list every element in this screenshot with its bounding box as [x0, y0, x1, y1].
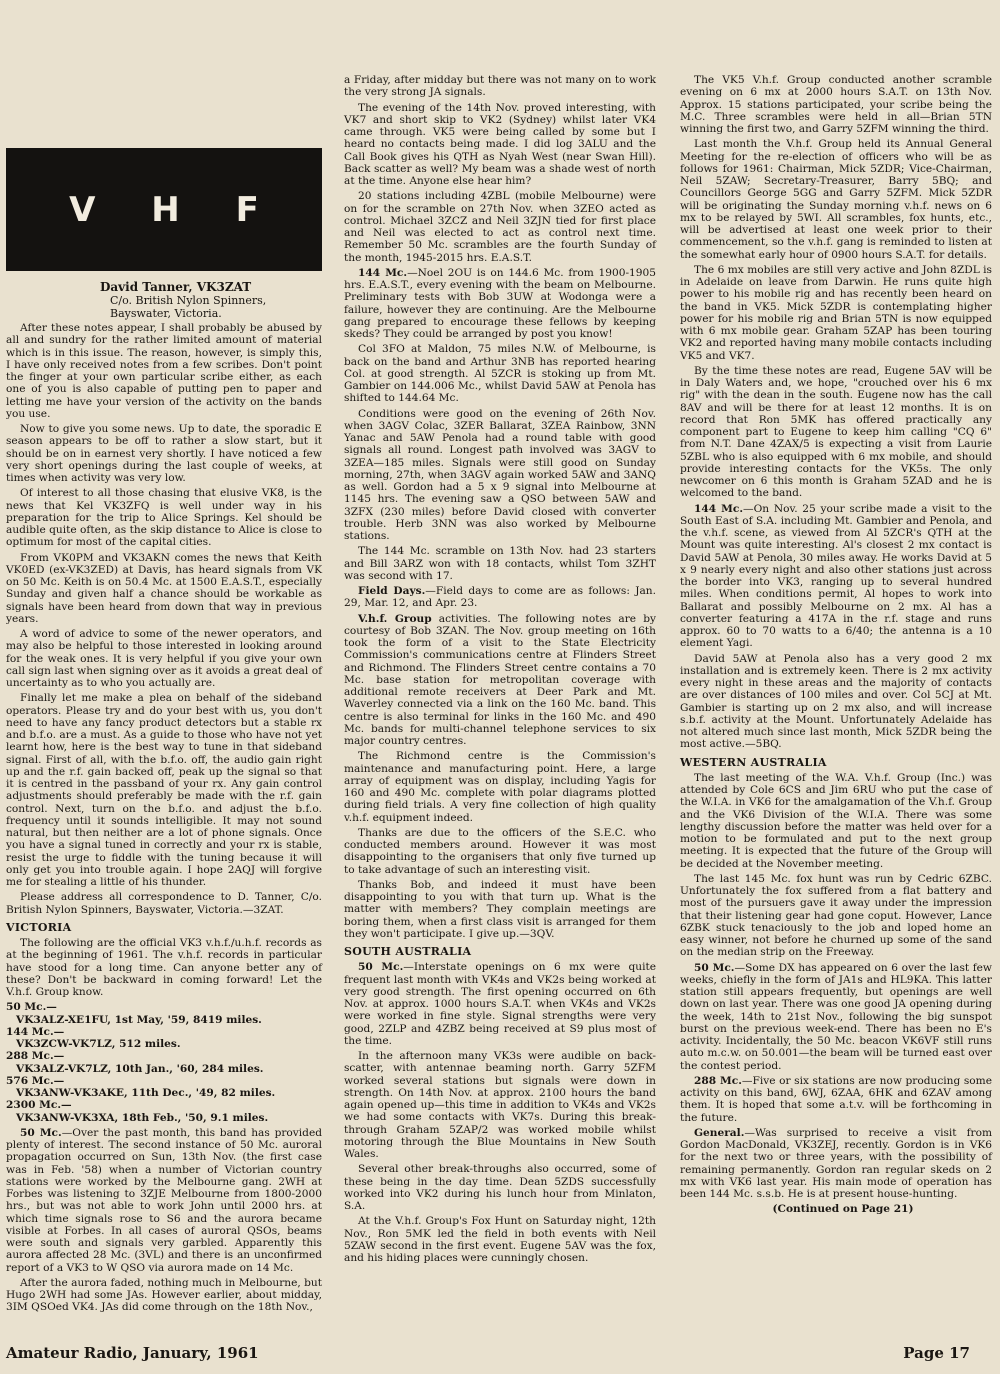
paragraph: The following are the official VK3 v.h.f./u.h.f. records as at the beginning of 1961. The v.h.f. records in particular have stood for a long time. Can anyone better any of these? Don't be backward in coming forward! Let the V.h.f. Group know. — [6, 937, 322, 998]
band-label: Field Days. — [358, 585, 426, 597]
record-entry: VK3ANW-VK3AKE, 11th Dec., '49, 82 miles. — [16, 1087, 276, 1099]
paragraph: Conditions were good on the evening of 26th Nov. when 3AGV Colac, 3ZER Ballarat, 3ZEA Rainbow, 3NN Yanac and 5AW Penola had a round table with good signals all round. Longest path involved was 3AGV to 3ZEA—185 miles. Signals were still good on Sunday morning, 27th, when 3AGV again worked 5AW and 3ANQ as well. Gordon had a 5 x 9 signal into Melbourne at 1145 hrs. The evening saw a QSO between 5AW and 3ZFX (230 miles) before David closed with converter trouble. Herb 3NN was also worked by Melbourne stations. — [344, 407, 656, 542]
paragraph: Please address all correspondence to D. Tanner, C/o. British Nylon Spinners, Bayswater, Victoria.—3ZAT. — [6, 891, 322, 916]
section-title-victoria: VICTORIA — [6, 920, 72, 934]
paragraph — [344, 267, 656, 341]
paragraph: The 6 mx mobiles are still very active and John 8ZDL is in Adelaide on leave from Darwin. He runs quite high power to his mobile rig and has recently been heard on the band in VK5. Mick 5ZDR is contemplating higher power for his mobile rig and Brian 5TN is now equipped with 6 mx mobile gear. Graham 5ZAP has been touring VK2 and reported having many mobile contacts including VK5 and VK7. — [680, 263, 992, 362]
section-title-south-australia: SOUTH AUSTRALIA — [344, 945, 472, 958]
record-band: 576 Mc.— — [6, 1074, 65, 1087]
paragraph: The 144 Mc. scramble on 13th Nov. had 23 starters and Bill 3ARZ won with 18 contacts, whilst Tom 3ZHT was second with 17. — [344, 545, 656, 582]
paragraph-text: activities. The following notes are by courtesy of Bob 3ZAN. The Nov. group meeting on 16th took the form of a visit to the State Electricity Commission's communications centre at Flinders Street and Richmond. The Flinders Street centre contains a 70 Mc. base station for metropolitan coverage with additional remote receivers at Deer Park and Mt. Waverley connected via a link on the 160 Mc. band. This centre is also terminal for links in the 160 Mc. and 490 Mc. bands for multi-channel telephone services to six major country centres. — [344, 612, 656, 747]
paragraph-text: —Field days to come are as follows: Jan. 29, Mar. 12, and Apr. 23. — [344, 585, 657, 610]
record-band: 288 Mc.— — [6, 1050, 65, 1063]
column-3 — [680, 74, 992, 1219]
paragraph: Col 3FO at Maldon, 75 miles N.W. of Melbourne, is back on the band and Arthur 3NB has reported hearing Col. at good strength. Al 5ZCR is stoking up from Mt. Gambier on 144.006 Mc., whilst David 5AW at Penola has shifted to 144.64 Mc. — [344, 343, 656, 405]
record-band: 144 Mc.— — [6, 1025, 65, 1038]
paragraph — [680, 1075, 992, 1124]
paragraph: Last month the V.h.f. Group held its Annual General Meeting for the re-election of officers who will be as follows for 1961: Chairman, Mick 5ZDR; Vice-Chairman, Neil 5ZAW; Secretary-Treasurer, Barry 5BQ; and Councillors George 5GG and Garry 5ZFM. Mick 5ZDR will be originating the Sunday morning v.h.f. news on 6 mx to be relayed by 5WI. All scrambles, fox hunts, etc., will be advertised at least one week prior to their commencement, so the v.h.f. gang is reminded to listen at the somewhat early hour of 0900 hours S.A.T. for details. — [680, 138, 992, 261]
band-label: V.h.f. Group — [358, 612, 432, 625]
paragraph — [680, 1127, 992, 1201]
record-band: 50 Mc.— — [6, 1001, 57, 1014]
paragraph — [344, 961, 656, 1047]
paragraph: The Richmond centre is the Commission's maintenance and manufacturing point. Here, a large array of equipment was on display, including Yagis for 160 and 490 Mc. complete with polar diagrams plotted during field trials. A very fine collection of high quality v.h.f. equipment indeed. — [344, 750, 656, 824]
paragraph: 20 stations including 4ZBL (mobile Melbourne) were on for the scramble on 27th Nov. when 3ZEO acted as control. Michael 3ZCZ and Neil 3ZJN tied for first place and Neil was elected to act as control next time. Remember 50 Mc. scrambles are the fourth Sunday of the month, 1945-2015 hrs. E.A.S.T. — [344, 190, 656, 264]
band-label: 288 Mc. — [694, 1074, 742, 1087]
paragraph: Several other break-throughs also occurred, some of these being in the day time. Dean 5ZDS successfully worked into VK2 during his lunch hour from Minlaton, S.A. — [344, 1163, 656, 1212]
column-2 — [344, 74, 656, 1267]
paragraph: After these notes appear, I shall probably be abused by all and sundry for the rather limited amount of material which is in this issue. The reason, however, is simply this, I have only received notes from a few scribes. Don't point the finger at your own particular scribe either, as each one of you is also capable of putting pen to paper and letting me have your version of the activity on the bands you use. — [6, 322, 322, 420]
paragraph: a Friday, after midday but there was not many on to work the very strong JA signals. — [344, 74, 656, 99]
paragraph: Thanks are due to the officers of the S.E.C. who conducted members around. However it was most disappointing to the organisers that only five turned up to take advantage of such an interesting visit. — [344, 826, 656, 876]
paragraph-text: —Over the past month, this band has provided plenty of interest. The second instance of 50 Mc. auroral propagation occurred on Sun, 13th Nov. (the first case was in Feb. '58) when a number of Victorian country stations were worked by the Melbourne gang. 2WH at Forbes was listening to 3ZJE Melbourne from 1800-2000 hrs., but was not able to work John until 2000 hrs. at which time signals rose to S6 and the aurora became visible at Forbes. In all cases of auroral QSOs, beams were south and signals very garbled. Apparently this aurora affected 28 Mc. (3VL) and there is an unconfirmed report of a VK3 to W QSO via aurora made on 14 Mc. — [6, 1126, 322, 1274]
paragraph: The VK5 V.h.f. Group conducted another scramble evening on 6 mx at 2000 hours S.A.T. on 13th Nov. Approx. 15 stations participated, your scribe being the M.C. Three scrambles were held in all—Brian 5TN winning the first two, and Garry 5ZFM winning the third. — [680, 74, 992, 135]
paragraph — [344, 613, 656, 748]
paragraph: In the afternoon many VK3s were audible on back-scatter, with antennae beaming north. Garry 5ZFM worked several stations but signals were down in strength. On 14th Nov. at approx. 2100 hours the band again opened up—this time in addition to VK4s and VK2s we had some contacts with VK7s. During this break-through Graham 5ZAP/2 was worked mobile whilst motoring through the Blue Mountains in New South Wales. — [344, 1050, 656, 1160]
record-entry: VK3ANW-VK3XA, 18th Feb., '50, 9.1 miles. — [16, 1111, 269, 1124]
author-block — [100, 281, 330, 320]
section-title-western-australia: WESTERN AUSTRALIA — [680, 755, 827, 769]
paragraph: After the aurora faded, nothing much in Melbourne, but Hugo 2WH had some JAs. However earlier, about midday, 3IM QSOed VK4. JAs did come through on the 18th Nov., — [6, 1276, 322, 1314]
paragraph-text: —Five or six stations are now producing some activity on this band, 6WJ, 6ZAA, 6HK and 6ZAV among them. It is hoped that some a.t.v. will be forthcoming in the future. — [680, 1074, 992, 1124]
paragraph-text: —Was surprised to receive a visit from Gordon MacDonald, VK3ZEJ, recently. Gordon is in VK6 for the next two or three years, with the possibility of remaining permanently. Gordon ran regular skeds on 2 mx with VK6 last year. His main mode of operation has been 144 Mc. s.s.b. He is at present house-hunting. — [680, 1126, 992, 1200]
footer-page-number: Page 17 — [903, 1344, 970, 1362]
paragraph: A word of advice to some of the newer operators, and may also be helpful to those interested in looking around for the weak ones. It is very helpful if you give your own call sign last when signing over as it avoids a great deal of uncertainty as to who you actually are. — [6, 628, 322, 689]
band-label: 50 Mc. — [20, 1126, 62, 1139]
paragraph: By the time these notes are read, Eugene 5AV will be in Daly Waters and, we hope, "crouched over his 6 mx rig" with the dean in the south. Eugene now has the call 8AV and will be there for at least 12 months. It is on record that Ron 5MK has offered practically any component part to Eugene to keep him calling "CQ 6" from N.T. Dane 4ZAX/5 is expecting a visit from Laurie 5ZBL who is also equipped with 6 mx mobile, and should provide interesting contacts for the VK5s. The only newcomer on 6 this month is Graham 5ZAD and he is welcomed to the band. — [680, 364, 992, 500]
paragraph: From VK0PM and VK3AKN comes the news that Keith VK0ED (ex-VK3ZED) at Davis, has heard signals from VK on 50 Mc. Keith is on 50.4 Mc. at 1500 E.A.S.T., especially Sunday and given half a chance should be workable as signals have been heard from down that way in previous years. — [6, 551, 322, 625]
author-address-2: Bayswater, Victoria. — [110, 307, 222, 320]
column-1 — [6, 322, 322, 1317]
paragraph: At the V.h.f. Group's Fox Hunt on Saturday night, 12th Nov., Ron 5MK led the field in both events with Neil 5ZAW second in the first event. Eugene 5AV was the fox, and his hiding places were cunningly chosen. — [344, 1215, 656, 1264]
record-entry: VK3ALZ-VK7LZ, 10th Jan., '60, 284 miles. — [16, 1062, 264, 1075]
section-heading: V H F — [69, 189, 281, 230]
band-label: 50 Mc. — [358, 961, 404, 974]
record-entry: VK3ALZ-XE1FU, 1st May, '59, 8419 miles. — [16, 1013, 262, 1026]
footer-publication: Amateur Radio, January, 1961 — [6, 1344, 259, 1362]
author-address-1: C/o. British Nylon Spinners, — [110, 294, 267, 307]
paragraph: David 5AW at Penola also has a very good 2 mx installation and is extremely keen. There is 2 mx activity every night in these areas and the majority of contacts are over distances of 100 miles and over. Col 5CJ at Mt. Gambier is starting up on 2 mx also, and will increase s.b.f. activity at the Mount. Unfortunately Adelaide has not altered much since last month, Mick 5ZDR being the most active.—5BQ. — [680, 652, 992, 751]
paragraph: Now to give you some news. Up to date, the sporadic E season appears to be off to rather a slow start, but it should be on in earnest very shortly. I have noticed a few very short openings during the last couple of weeks, at times when activity was very low. — [6, 423, 322, 484]
band-label: General. — [694, 1126, 745, 1139]
paragraph-text: —Interstate openings on 6 mx were quite frequent last month with VK4s and VK2s being worked at very good strength. The first opening occurred on 6th Nov. at approx. 1000 hours S.A.T. when VK4s and VK2s were worked in fine style. Signal strengths were very good, 2ZLP and 4ZBZ being received at S9 plus most of the time. — [344, 961, 657, 1047]
band-label: 144 Mc. — [358, 266, 408, 279]
record-band: 2300 Mc.— — [6, 1099, 72, 1112]
vhf-heading-box — [6, 148, 322, 271]
paragraph-text: —On Nov. 25 your scribe made a visit to the South East of S.A. including Mt. Gambier and Penola, and the v.h.f. scene, as viewed from Al 5ZCR's QTH at the Mount was quite interesting. Al's closest 2 mx contact is David 5AW at Penola, 30 miles away. He works David at 5 x 9 nearly every night and also other stations just across the border into VK3, ranging up to several hundred miles. When conditions permit, Al hopes to work into Ballarat and possibly Melbourne on 2 mx. Al has a converter featuring a 417A in the r.f. stage and runs approx. 60 to 70 watts to a 6/40; the antenna is a 10 element Yagi. — [680, 502, 993, 650]
paragraph — [6, 1127, 322, 1274]
paragraph: Finally let me make a plea on behalf of the sideband operators. Please try and do your best with us, you don't need to have any fancy product detectors but a stable rx and b.f.o. are a must. As a guide to those who have not yet learnt how, here is the best way to tune in that sideband signal. First of all, with the b.f.o. off, the audio gain right up and the r.f. gain backed off, peak up the signal so that it is centred in the passband of your rx. Any gain control adjustments should preferably be made with the r.f. gain control. Next, turn on the b.f.o. and adjust the b.f.o. frequency until it sounds intelligible. It may not sound natural, but then neither are a lot of phone signals. Once you have a signal tuned in correctly and your rx is stable, resist the urge to fiddle with the tuning because it will only get you into trouble again. I hope 2AQJ will forgive me for stealing a little of his thunder. — [6, 692, 322, 888]
paragraph-text: —Some DX has appeared on 6 over the last few weeks, chiefly in the form of JA1s and HL9KA. This latter station still appears frequently, but openings are well down on last year. There was one good JA opening during the week, 14th to 21st Nov., following the big sunspot burst on the previous week-end. There has been no E's activity. Incidentally, the 50 Mc. beacon VK6VF still runs auto m.c.w. on 50.001—the beam will be turned east over the contest period. — [680, 961, 992, 1072]
paragraph — [344, 585, 656, 610]
paragraph-text: —Noel 2OU is on 144.6 Mc. from 1900-1905 hrs. E.A.S.T., every evening with the beam on Melbourne. Preliminary tests with Bob 3UW at Wodonga were a failure, however they are continuing. Are the Melbourne gang prepared to encourage these fellows by keeping skeds? They could be arranged by post you know! — [344, 266, 657, 340]
paragraph: The last meeting of the W.A. V.h.f. Group (Inc.) was attended by Cole 6CS and Jim 6RU who put the case of the W.I.A. in VK6 for the amalgamation of the V.h.f. Group and the VK6 Division of the W.I.A. There was some lengthy discussion before the matter was held over for a motion to be formulated and put to the next group meeting. It is expected that the future of the Group will be decided at the November meeting. — [680, 771, 992, 870]
paragraph: The evening of the 14th Nov. proved interesting, with VK7 and short skip to VK2 (Sydney) whilst later VK4 came through. VK5 were being called by some but I heard no contacts being made. I did log 3ALU and the Call Book gives his QTH as Nyah West (near Swan Hill). Back scatter as well? My beam was a shade west of north at the time. Anyone else hear him? — [344, 101, 656, 187]
record-entry: VK3ZCW-VK7LZ, 512 miles. — [16, 1038, 181, 1050]
continued-note: (Continued on Page 21) — [772, 1203, 914, 1216]
paragraph: The last 145 Mc. fox hunt was run by Cedric 6ZBC. Unfortunately the fox suffered from a flat battery and most of the pursuers gave it away under the impression that their listening gear had gone coput. However, Lance 6ZBK stuck tenaciously to the job and loped home an easy winner, not before he churned up some of the sand on the median strip on the Freeway. — [680, 872, 992, 959]
paragraph: Thanks Bob, and indeed it must have been disappointing to you with that turn up. What is the matter with members? They complain meetings are boring them, when a first class visit is arranged for them they won't participate. I give up.—3QV. — [344, 878, 656, 940]
paragraph — [680, 962, 992, 1072]
paragraph: Of interest to all those chasing that elusive VK8, is the news that Kel VK3ZFQ is well under way in his preparation for the trip to Alice Springs. Kel should be audible quite often, as the skip distance to Alice is close to optimum for most of the capital cities. — [6, 487, 322, 549]
author-name: David Tanner, VK3ZAT — [100, 280, 252, 294]
band-label: 50 Mc. — [694, 961, 735, 974]
band-label: 144 Mc. — [694, 502, 744, 515]
paragraph — [680, 503, 992, 650]
